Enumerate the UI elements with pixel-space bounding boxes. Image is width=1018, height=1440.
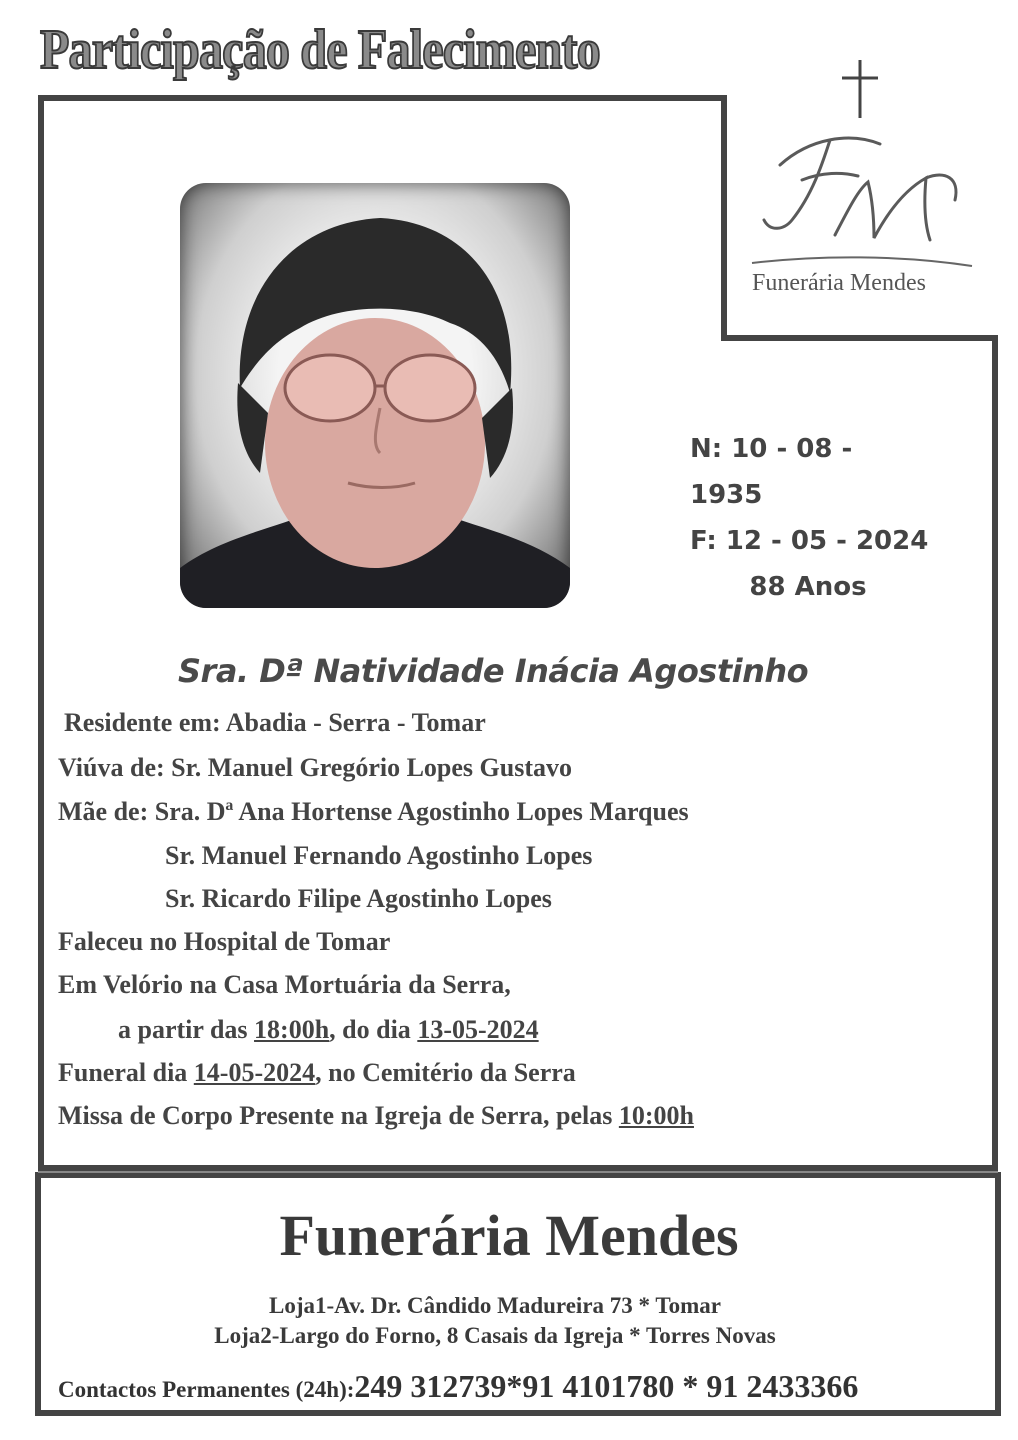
funeral-line xyxy=(58,1058,576,1088)
residence-line: Residente em: Abadia - Serra - Tomar xyxy=(64,708,486,737)
child-3: Sr. Ricardo Filipe Agostinho Lopes xyxy=(165,884,552,913)
wake-date: 13-05-2024 xyxy=(417,1015,539,1044)
wake-time-line xyxy=(118,1015,539,1045)
logo-swoosh-icon xyxy=(752,257,972,266)
died-at-line: Faleceu no Hospital de Tomar xyxy=(58,927,391,956)
mass-time: 10:00h xyxy=(618,1101,694,1130)
widow-line: Viúva de: Sr. Manuel Gregório Lopes Gustavo xyxy=(58,753,573,782)
wake-line: Em Velório na Casa Mortuária da Serra, xyxy=(58,970,511,999)
death-date: F: 12 - 05 - 2024 xyxy=(690,526,929,556)
deceased-photo xyxy=(180,183,570,608)
age: 88 Anos xyxy=(749,572,867,602)
child-2: Sr. Manuel Fernando Agostinho Lopes xyxy=(165,841,593,870)
mother-prefix: Mãe de: xyxy=(58,797,155,826)
deceased-name: Sra. Dª Natividade Inácia Agostinho xyxy=(178,652,809,690)
portrait-figure xyxy=(180,183,570,608)
life-dates xyxy=(690,426,930,610)
contacts-label: Contactos Permanentes (24h): xyxy=(58,1377,355,1402)
wake-day-text: , do dia xyxy=(329,1015,418,1044)
wake-time: 18:00h xyxy=(254,1015,330,1044)
mass-prefix: Missa de Corpo Presente na Igreja de Serra, pelas xyxy=(58,1101,619,1130)
contacts-line xyxy=(58,1368,858,1405)
footer-title: Funerária Mendes xyxy=(279,1203,739,1268)
wake-from-text: a partir das xyxy=(118,1015,255,1044)
cross-icon xyxy=(842,60,878,118)
funeral-date: 14-05-2024 xyxy=(193,1058,316,1087)
fm-monogram-icon xyxy=(764,138,956,240)
mother-line xyxy=(58,797,689,827)
child-1: Sra. Dª Ana Hortense Agostinho Lopes Marques xyxy=(154,797,689,826)
page-title: Participação de Falecimento xyxy=(40,19,600,81)
logo-name: Funerária Mendes xyxy=(752,270,926,296)
contacts-numbers: 249 312739*91 4101780 * 91 2433366 xyxy=(354,1368,859,1404)
birth-date: N: 10 - 08 - 1935 xyxy=(690,434,853,510)
store-1-address: Loja1-Av. Dr. Cândido Madureira 73 * Tomar xyxy=(269,1293,721,1318)
funeral-prefix: Funeral dia xyxy=(58,1058,194,1087)
store-2-address: Loja2-Largo do Forno, 8 Casais da Igreja * Torres Novas xyxy=(214,1323,776,1348)
mass-line xyxy=(58,1101,694,1131)
funeral-suffix: , no Cemitério da Serra xyxy=(315,1058,576,1087)
